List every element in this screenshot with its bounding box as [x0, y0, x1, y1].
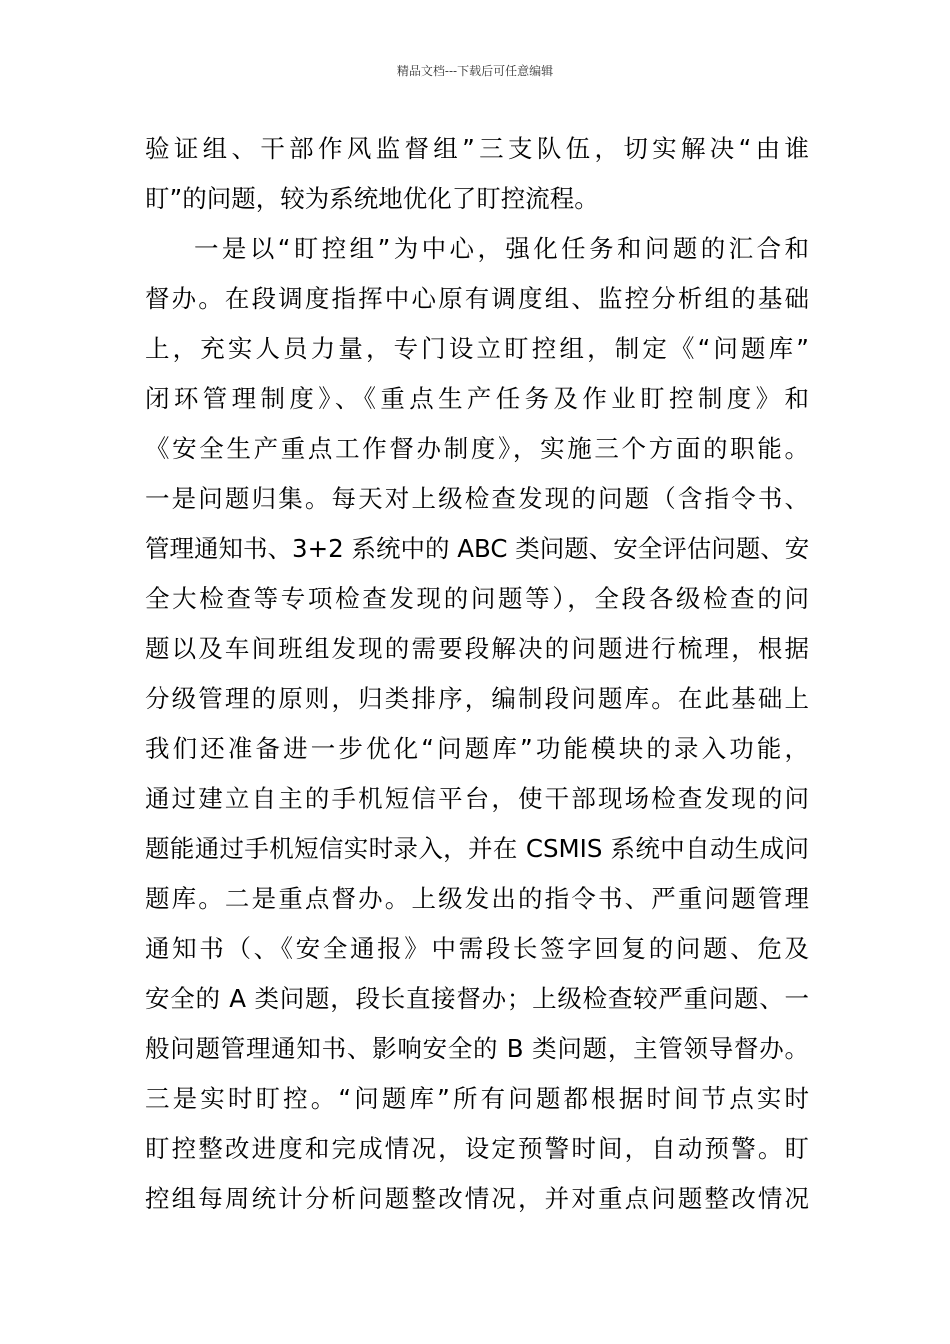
text-line: 题以及车间班组发现的需要段解决的问题进行梳理，根据: [145, 634, 809, 663]
text-line: 我们还准备进一步优化“问题库”功能模块的录入功能，: [145, 734, 809, 763]
text-line: 一是问题归集。每天对上级检查发现的问题（含指令书、: [145, 484, 809, 513]
text-line: 管理通知书、3+2 系统中的 ABC 类问题、安全评估问题、安: [145, 534, 810, 563]
text-line: 题库。二是重点督办。上级发出的指令书、严重问题管理: [145, 884, 809, 913]
text-line: 全大检查等专项检查发现的问题等），全段各级检查的问: [145, 584, 809, 613]
document-body: [145, 124, 809, 1224]
text-line: 通知书（、《安全通报》中需段长签字回复的问题、危及: [145, 934, 809, 963]
text-line: 安全的 A 类问题，段长直接督办；上级检查较严重问题、一: [145, 984, 809, 1013]
text-line: 一是以“盯控组”为中心，强化任务和问题的汇合和: [194, 234, 809, 263]
text-line: 控组每周统计分析问题整改情况，并对重点问题整改情况: [145, 1184, 809, 1213]
text-line: 题能通过手机短信实时录入，并在 CSMIS 系统中自动生成问: [145, 834, 809, 863]
text-line: 上，充实人员力量，专门设立盯控组，制定《“问题库”: [145, 334, 809, 363]
text-line: 分级管理的原则，归类排序，编制段问题库。在此基础上: [145, 684, 809, 713]
text-line: 盯控整改进度和完成情况，设定预警时间，自动预警。盯: [145, 1134, 809, 1163]
text-line: 三是实时盯控。“问题库”所有问题都根据时间节点实时: [145, 1084, 809, 1113]
text-line: 《安全生产重点工作督办制度》，实施三个方面的职能。: [145, 434, 809, 463]
text-line: 验证组、干部作风监督组”三支队伍，切实解决“由谁: [145, 134, 809, 163]
text-line: 督办。在段调度指挥中心原有调度组、监控分析组的基础: [145, 284, 809, 313]
page-header: 精品文档---下载后可任意编辑: [396, 64, 554, 78]
text-line: 通过建立自主的手机短信平台，使干部现场检查发现的问: [145, 784, 809, 813]
text-line: 般问题管理通知书、影响安全的 B 类问题，主管领导督办。: [145, 1034, 809, 1063]
text-line: 闭环管理制度》、《重点生产任务及作业盯控制度》和: [145, 384, 809, 413]
text-line: 盯”的问题，较为系统地优化了盯控流程。: [145, 184, 599, 213]
